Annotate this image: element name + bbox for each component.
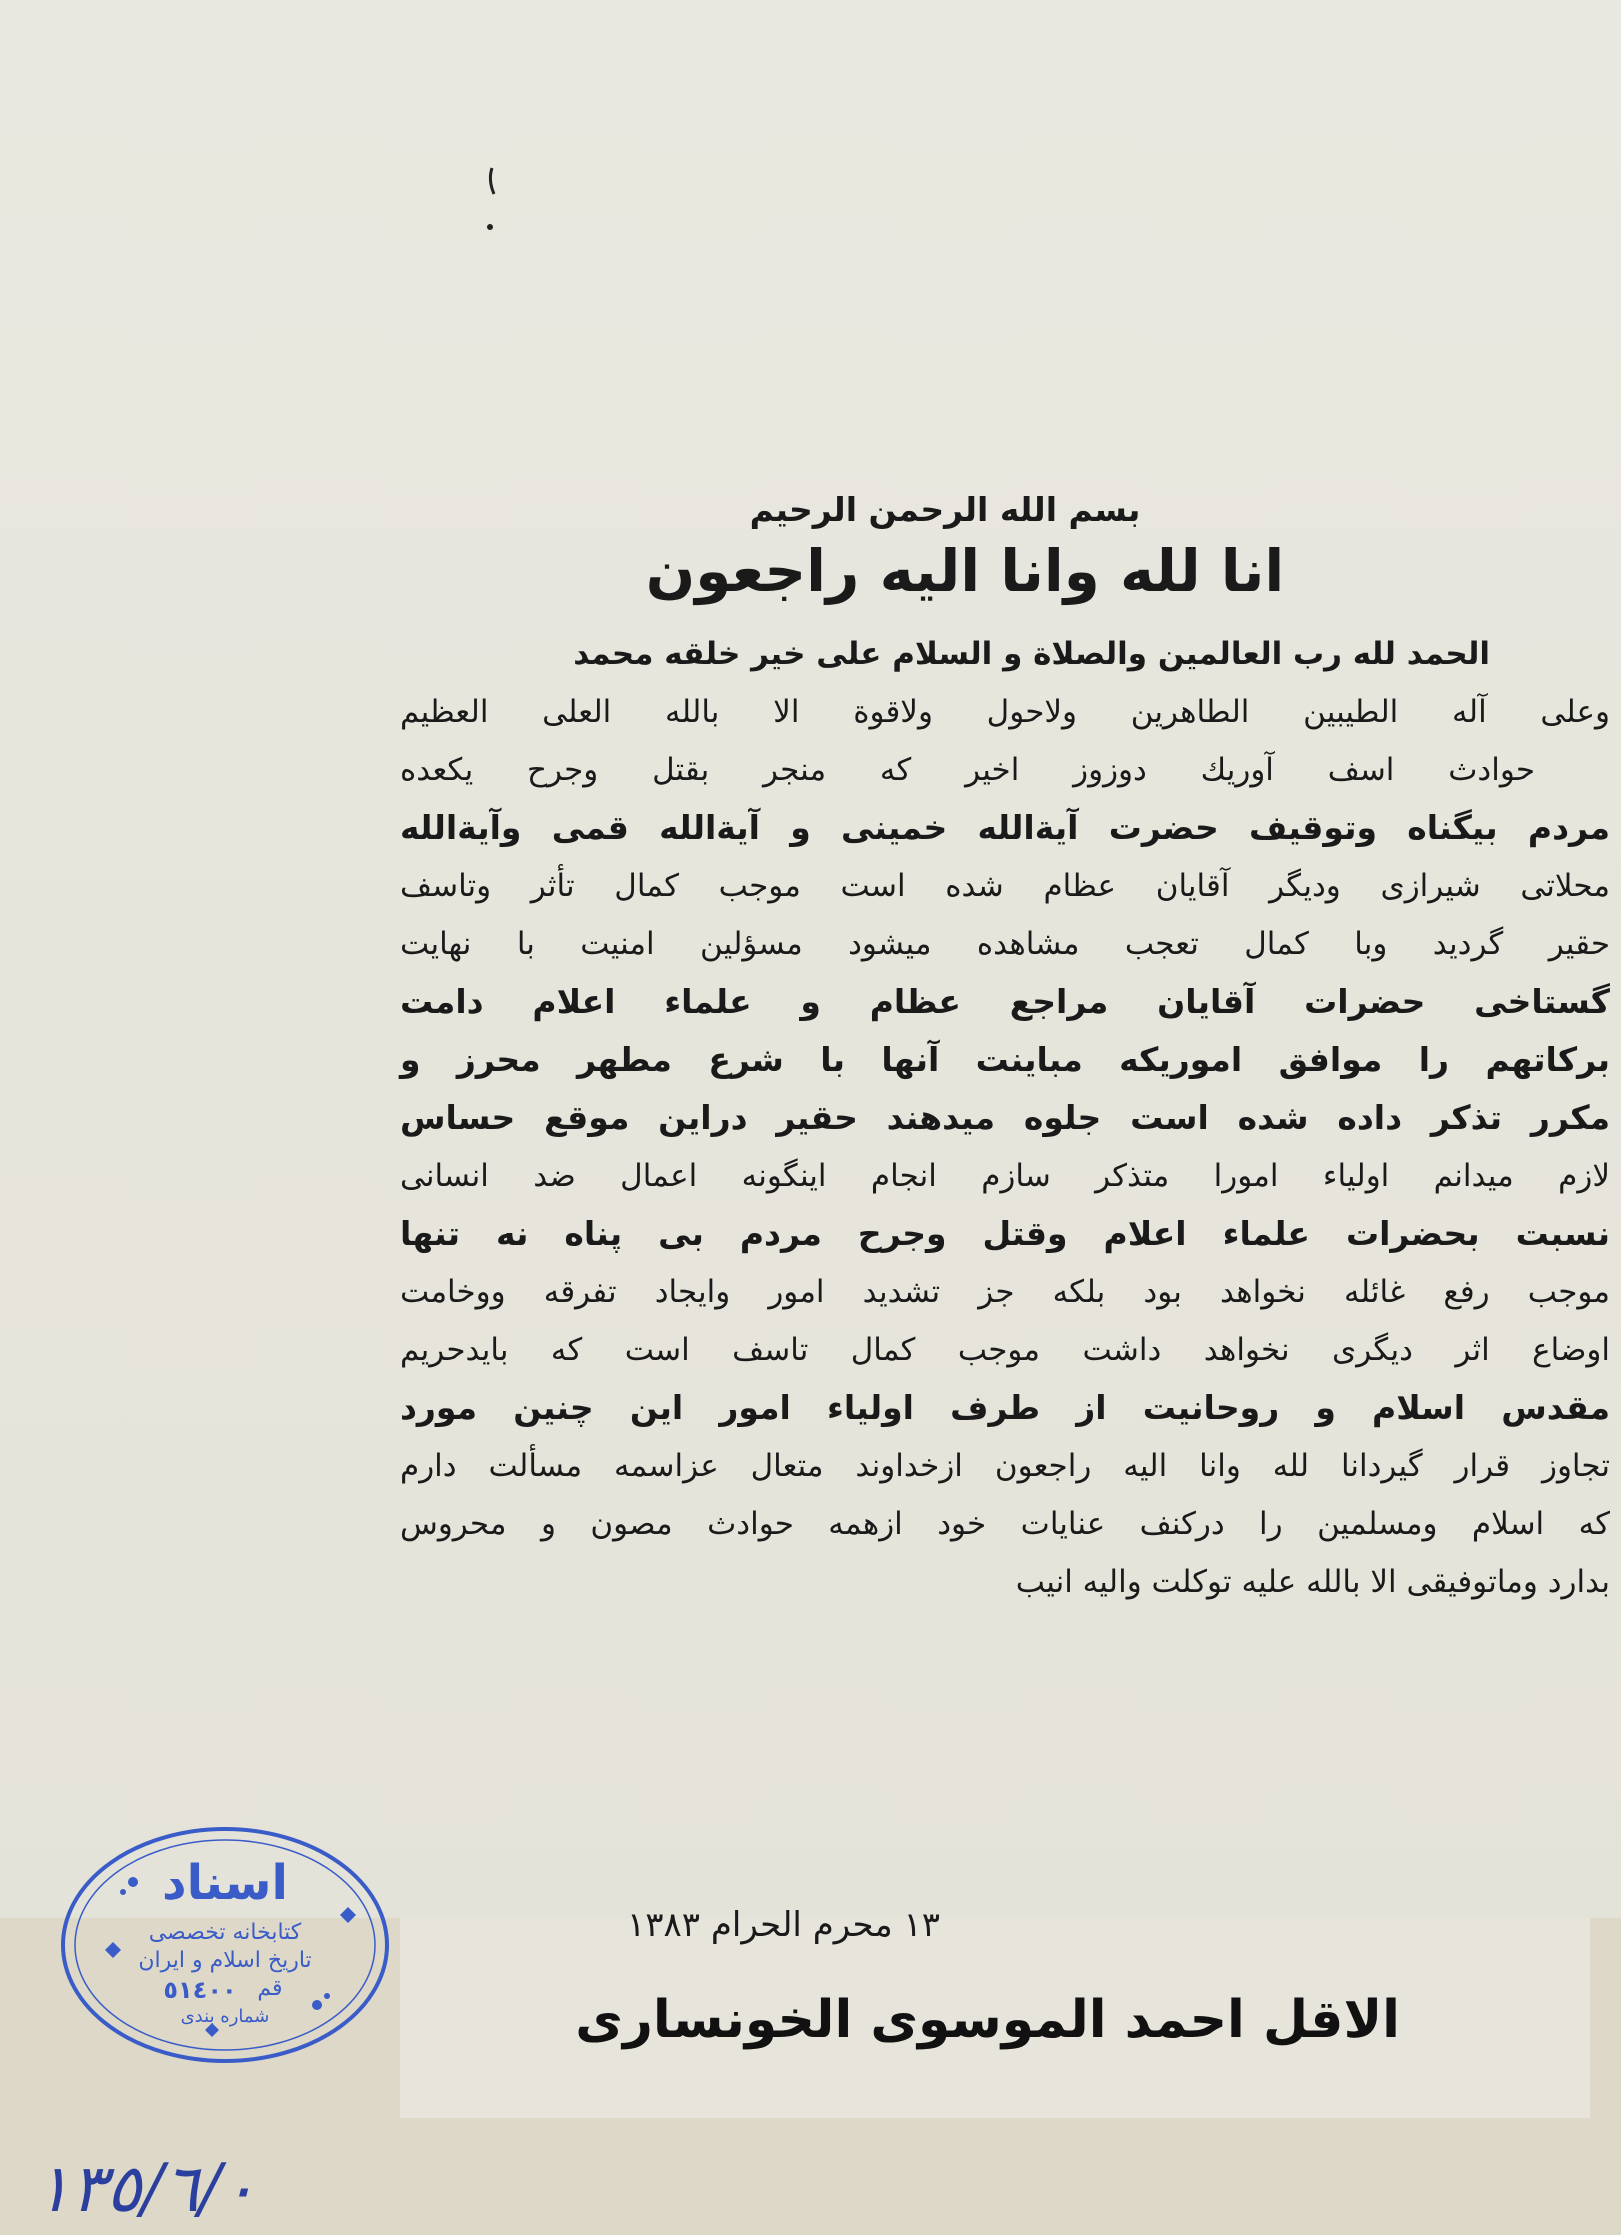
letter-date: ١٣ محرم الحرام ١٣٨٣ bbox=[627, 1905, 940, 1945]
body-line: گستاخی حضرات آقایان مراجع عظام و علماء اعلام دامت bbox=[400, 982, 1610, 1021]
library-stamp bbox=[55, 1820, 395, 2070]
body-line: مردم بیگناه وتوقیف حضرت آیةالله خمینی و آیةالله قمی وآیةالله bbox=[400, 808, 1610, 847]
body-line: برکاتهم را موافق اموریکه مباینت آنها با شرع مطهر محرز و bbox=[400, 1040, 1610, 1079]
body-line: الحمد لله رب العالمین والصلاة و السلام علی خیر خلقه محمد bbox=[573, 636, 1490, 672]
inna-lillah-heading: انا لله وانا الیه راجعون bbox=[645, 537, 1285, 605]
stamp-title: اسناد bbox=[162, 1855, 288, 1911]
stamp-line-library: کتابخانه تخصصی bbox=[148, 1920, 302, 1945]
stamp-line-classification: شماره بندی bbox=[180, 2006, 270, 2027]
stamp-line-history: تاریخ اسلام و ایران bbox=[138, 1948, 312, 1973]
body-line: حوادث اسف آوریك دوزوز اخیر که منجر بقتل وجرح یکعده bbox=[400, 752, 1535, 788]
body-line: حقیر گردید وبا کمال تعجب مشاهده میشود مسؤلین امنیت با نهایت bbox=[400, 926, 1610, 962]
body-line: محلاتی شیرازی ودیگر آقایان عظام شده است موجب کمال تأثر وتاسف bbox=[400, 868, 1610, 904]
body-line: تجاوز قرار گیردانا لله وانا الیه راجعون ازخداوند متعال عزاسمه مسألت دارم bbox=[400, 1448, 1610, 1484]
body-line: نسبت بحضرات علماء اعلام وقتل وجرح مردم بی پناه نه تنها bbox=[400, 1214, 1610, 1253]
basmala-heading: بسم الله الرحمن الرحیم bbox=[749, 490, 1141, 529]
body-line: وعلی آله الطیبین الطاهرین ولاحول ولاقوة الا بالله العلی العظیم bbox=[400, 694, 1610, 730]
body-line: اوضاع اثر دیگری نخواهد داشت موجب کمال تاسف است که بایدحریم bbox=[400, 1332, 1610, 1368]
body-line: لازم میدانم اولیاء امورا متذکر سازم انجام اینگونه اعمال ضد انسانی bbox=[400, 1158, 1610, 1194]
archive-number-text: ١٣٥/٦/٠ bbox=[35, 2150, 257, 2227]
archive-number bbox=[35, 2150, 355, 2230]
stamp-number: ٥١٤٠٠ bbox=[163, 1976, 237, 2004]
body-line: که اسلام ومسلمین را درکنف عنایات خود ازهمه حوادث مصون و محروس bbox=[400, 1506, 1610, 1542]
stamp-line-city: قم bbox=[257, 1976, 283, 2001]
body-line: مقدس اسلام و روحانیت از طرف اولیاء امور این چنین مورد bbox=[400, 1388, 1610, 1427]
body-line: بدارد وماتوفیقی الا بالله علیه توکلت والیه انیب bbox=[1015, 1564, 1610, 1600]
body-line: مکرر تذکر داده شده است جلوه میدهند حقیر دراین موقع حساس bbox=[400, 1098, 1610, 1137]
letter-body bbox=[400, 490, 1610, 1611]
paper-marks bbox=[470, 160, 530, 240]
signature: الاقل احمد الموسوی الخونساری bbox=[575, 1990, 1400, 2050]
body-line: موجب رفع غائله نخواهد بود بلکه جز تشدید امور وایجاد تفرقه ووخامت bbox=[400, 1274, 1610, 1310]
